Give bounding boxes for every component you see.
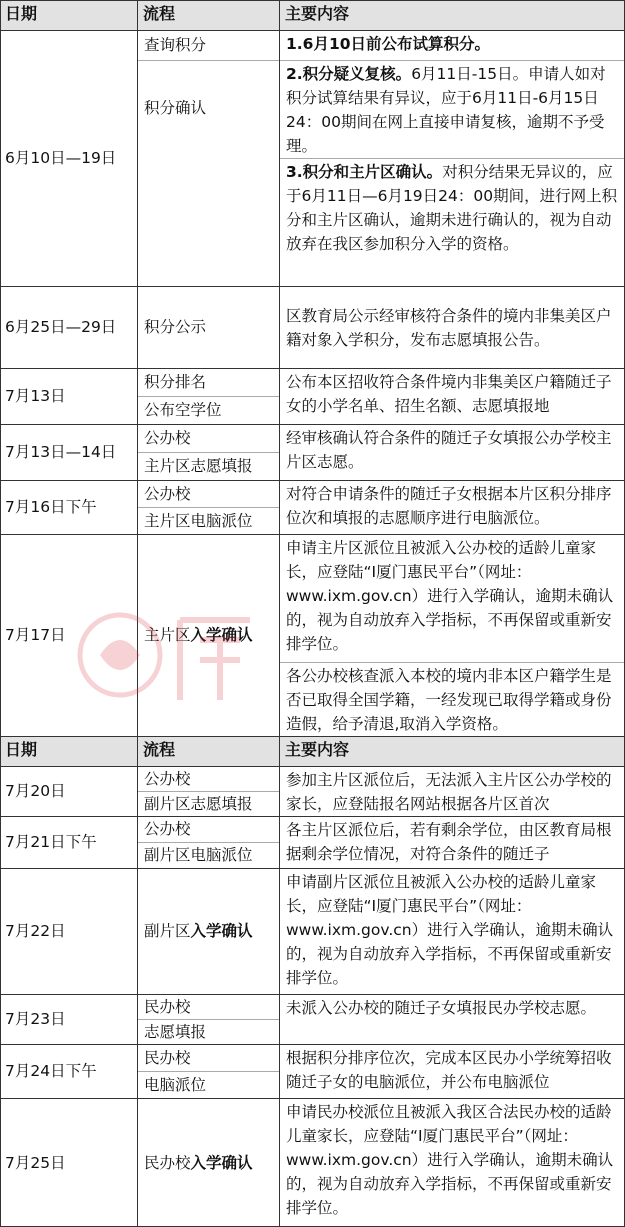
process-cell: 民办校 — [144, 997, 191, 1016]
content-cell: 各公办校核查派入本校的境内非本区户籍学生是否已取得全国学籍，一经发现已取得学籍或身份造假，给予清退,取消入学资格。 — [286, 667, 612, 733]
process-cell: 积分公示 — [144, 318, 207, 336]
row-separator — [138, 791, 280, 792]
row-separator — [138, 842, 280, 843]
process-cell: 副片区电脑派位 — [144, 846, 253, 864]
header-process: 流程 — [138, 736, 280, 766]
process-cell — [138, 534, 280, 736]
process-text: 副片区 — [144, 922, 191, 940]
grid-line — [0, 994, 625, 995]
row-separator — [138, 507, 280, 508]
process-cell — [138, 868, 280, 994]
content-cell: 申请主片区派位且被派入公办校的适龄儿童家长，应登陆“I厦门惠民平台”（网址：www.ixm.gov.cn）进行入学确认，逾期未确认的，视为自动放弃入学指标，不再保留或重新安排学位。 — [286, 539, 614, 653]
row-date: 7月13日—14日 — [5, 443, 117, 461]
content-cell: 经审核确认符合条件的随迁子女填报公办学校主片区志愿。 — [286, 429, 612, 471]
process-cell: 公办校 — [144, 769, 191, 788]
content-text: 对积分结果无异议的，应于6月11日—6月19日24：00期间，进行网上积分和主片区确认，逾期未进行确认的，视为自动放弃在我区参加积分入学的资格。 — [286, 163, 618, 253]
row-date: 7月24日下午 — [5, 1062, 97, 1080]
process-cell: 主片区电脑派位 — [144, 511, 253, 530]
row-separator — [138, 1019, 280, 1020]
row-date: 6月25日—29日 — [5, 318, 117, 336]
grid-line — [0, 424, 625, 425]
process-cell: 公办校 — [144, 429, 191, 447]
header-date: 日期 — [0, 736, 138, 766]
row-separator — [138, 60, 625, 61]
content-cell: 根据积分排序位次，完成本区民办小学统筹招收随迁子女的电脑派位，并公布电脑派位 — [286, 1049, 612, 1091]
process-cell: 民办校 — [144, 1048, 191, 1067]
row-date: 6月10日—19日 — [5, 149, 117, 167]
header-process: 流程 — [138, 0, 280, 30]
grid-line — [0, 0, 1, 1227]
grid-line — [0, 736, 625, 737]
process-cell: 积分确认 — [144, 99, 207, 117]
content-heading: 2.积分疑义复核。 — [286, 65, 412, 83]
grid-line — [0, 480, 625, 481]
process-text-bold: 入学确认 — [190, 922, 253, 940]
process-cell: 公办校 — [144, 820, 191, 838]
content-cell — [280, 158, 625, 286]
grid-line — [0, 816, 625, 817]
content-cell: 未派入公办校的随迁子女填报民办学校志愿。 — [286, 999, 597, 1017]
content-cell: 对符合申请条件的随迁子女根据本片区积分排序位次和填报的志愿顺序进行电脑派位。 — [286, 485, 612, 527]
grid-line — [0, 534, 625, 535]
process-cell — [138, 1098, 280, 1227]
row-separator — [280, 158, 625, 159]
content-cell: 申请副片区派位且被派入公办校的适龄儿童家长，应登陆“I厦门惠民平台”（网址：www.ixm.gov.cn）进行入学确认，逾期未确认的，视为自动放弃入学指标，不再保留或重新安排学位。 — [286, 873, 614, 987]
process-cell: 副片区志愿填报 — [144, 794, 253, 813]
content-cell: 公布本区招收符合条件境内非集美区户籍随迁子女的小学名单、招生名额、志愿填报地 — [286, 373, 612, 415]
row-date: 7月17日 — [5, 626, 66, 644]
process-cell: 电脑派位 — [144, 1075, 207, 1094]
grid-line — [0, 30, 625, 31]
process-cell: 积分排名 — [144, 373, 207, 391]
process-text-bold: 入学确认 — [190, 626, 253, 644]
process-cell: 公办校 — [144, 484, 191, 503]
grid-line — [0, 1098, 625, 1099]
content-cell — [280, 60, 625, 158]
row-date: 7月20日 — [5, 782, 66, 800]
content-cell: 参加主片区派位后，无法派入主片区公办学校的家长，应登陆报名网站根据各片区首次 — [286, 771, 612, 813]
process-text: 民办校 — [144, 1153, 191, 1172]
header-date: 日期 — [0, 0, 138, 30]
grid-line — [279, 0, 280, 1227]
content-text: 6月11日-15日。申请人如对积分试算结果有异议，应于6月11日-6月15日24：00期间在网上直接申请复核，逾期不予受理。 — [286, 65, 606, 155]
row-date: 7月25日 — [5, 1153, 66, 1172]
grid-line — [0, 868, 625, 869]
row-date: 7月13日 — [5, 387, 66, 405]
process-cell: 公布空学位 — [144, 401, 222, 419]
row-separator — [138, 396, 280, 397]
grid-line — [0, 1044, 625, 1045]
row-date: 7月23日 — [5, 1010, 66, 1028]
process-cell: 主片区志愿填报 — [144, 457, 253, 475]
process-cell: 查询积分 — [144, 36, 207, 54]
content-cell: 各主片区派位后，若有剩余学位，由区教育局根据剩余学位情况，对符合条件的随迁子 — [286, 821, 612, 863]
content-heading: 3.积分和主片区确认。 — [286, 163, 443, 181]
grid-line — [0, 368, 625, 369]
grid-line — [0, 286, 625, 287]
grid-line — [0, 0, 625, 1]
grid-line — [0, 766, 625, 767]
process-text: 主片区 — [144, 626, 191, 644]
row-date: 7月22日 — [5, 922, 66, 940]
grid-line — [137, 0, 138, 1227]
header-content: 主要内容 — [280, 0, 625, 30]
row-separator — [138, 1071, 280, 1072]
content-cell: 1.6月10日前公布试算积分。 — [286, 35, 491, 53]
row-separator — [138, 452, 280, 453]
process-text-bold: 入学确认 — [190, 1153, 253, 1172]
process-cell: 志愿填报 — [144, 1022, 207, 1041]
content-cell: 申请民办校派位且被派入我区合法民办校的适龄儿童家长，应登陆“I厦门惠民平台”（网址：www.ixm.gov.cn）进行入学确认，逾期未确认的，视为自动放弃入学指标，不再保留或重新安排学位。 — [286, 1103, 614, 1217]
content-cell: 区教育局公示经审核符合条件的境内非集美区户籍对象入学积分，发布志愿填报公告。 — [286, 307, 612, 349]
row-date: 7月21日下午 — [5, 833, 97, 851]
row-separator — [280, 662, 625, 663]
row-date: 7月16日下午 — [5, 498, 97, 516]
header-content: 主要内容 — [280, 736, 625, 766]
